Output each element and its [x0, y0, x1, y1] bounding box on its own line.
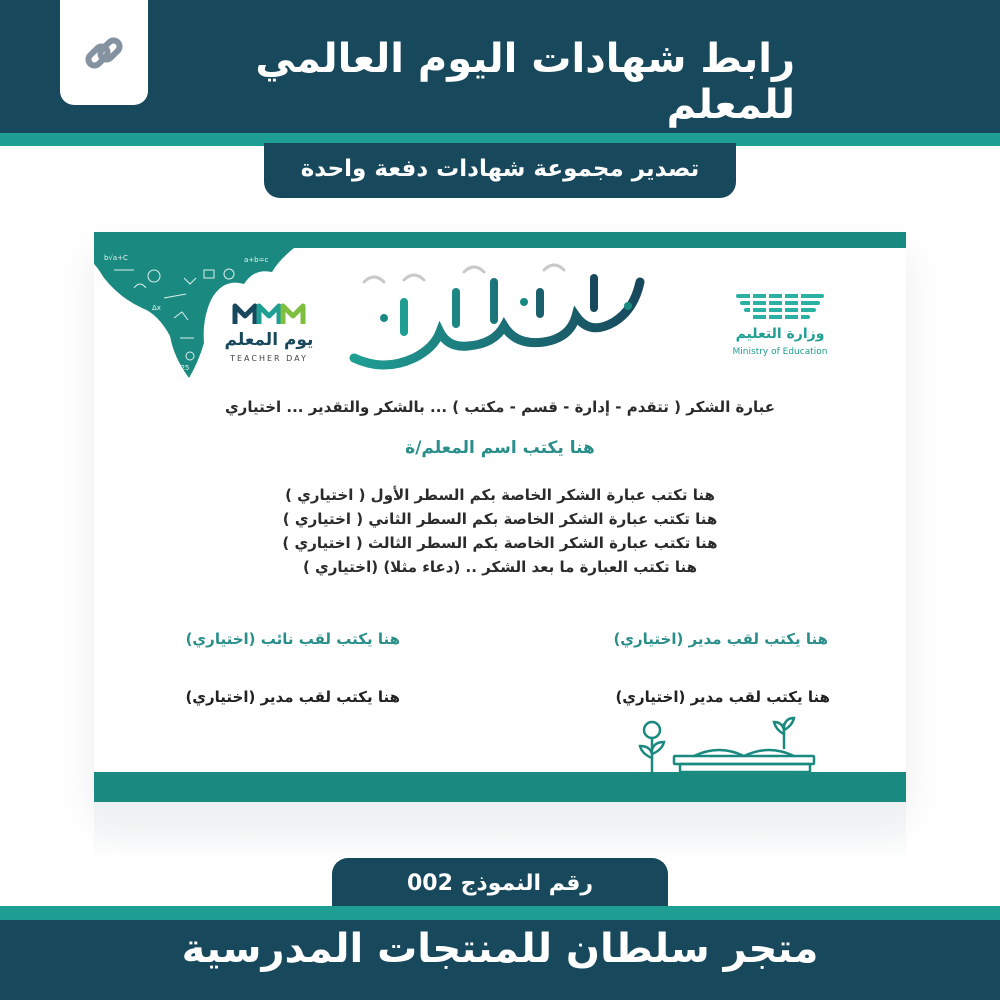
signature-right-name: هنا يكتب لقب مدير (اختياري) — [615, 688, 830, 706]
ministry-logo — [730, 290, 830, 370]
ministry-dots-icon — [730, 290, 830, 324]
page-title: رابط شهادات اليوم العالمي للمعلم — [255, 36, 795, 128]
svg-text:√25: √25 — [176, 364, 190, 372]
thanks-calligraphy — [344, 262, 654, 372]
certificate-top-band — [94, 232, 906, 248]
teacher-day-logo — [219, 294, 319, 374]
body-line-2: هنا تكتب عبارة الشكر الخاصة بكم السطر الثاني ( اختياري ) — [282, 510, 718, 528]
link-button[interactable] — [60, 0, 148, 105]
certificate-preview — [94, 232, 906, 802]
store-name: متجر سلطان للمنتجات المدرسية — [181, 926, 819, 972]
footer-accent-stripe — [0, 906, 1000, 920]
model-number-pill: رقم النموذج 002 — [332, 858, 668, 910]
teacher-day-arabic: يوم المعلم — [224, 330, 314, 350]
body-line-4: هنا تكتب العبارة ما بعد الشكر .. (دعاء مثلا) (اختياري ) — [302, 558, 698, 576]
link-icon — [81, 30, 127, 76]
books-plant-decoration — [634, 708, 824, 776]
signature-left-name: هنا يكتب لقب مدير (اختياري) — [185, 688, 400, 706]
ministry-name-english: Ministry of Education — [732, 347, 828, 357]
subtitle-pill: تصدير مجموعة شهادات دفعة واحدة — [264, 143, 736, 198]
certificate-shadow — [94, 802, 906, 862]
teacher-day-mark-icon — [219, 294, 319, 330]
certificate-bottom-band — [94, 772, 906, 802]
teacher-day-english: TEACHER DAY — [230, 354, 308, 363]
svg-text:b√a+C: b√a+C — [104, 254, 128, 262]
intro-line: عبارة الشكر ( تتقدم - إدارة - قسم - مكتب ) ... بالشكر والتقدير ... اختياري — [224, 398, 776, 416]
body-line-3: هنا تكتب عبارة الشكر الخاصة بكم السطر الثالث ( اختياري ) — [282, 534, 718, 552]
body-line-1: هنا تكتب عبارة الشكر الخاصة بكم السطر الأول ( اختياري ) — [285, 486, 715, 504]
signature-right-title: هنا يكتب لقب مدير (اختياري) — [613, 630, 828, 648]
teacher-name: هنا يكتب اسم المعلم/ة — [405, 438, 595, 458]
signature-left-title: هنا يكتب لقب نائب (اختياري) — [185, 630, 400, 648]
ministry-name-arabic: وزارة التعليم — [735, 326, 825, 342]
svg-text:Δx: Δx — [152, 304, 161, 312]
svg-text:a+b=c: a+b=c — [244, 256, 269, 264]
